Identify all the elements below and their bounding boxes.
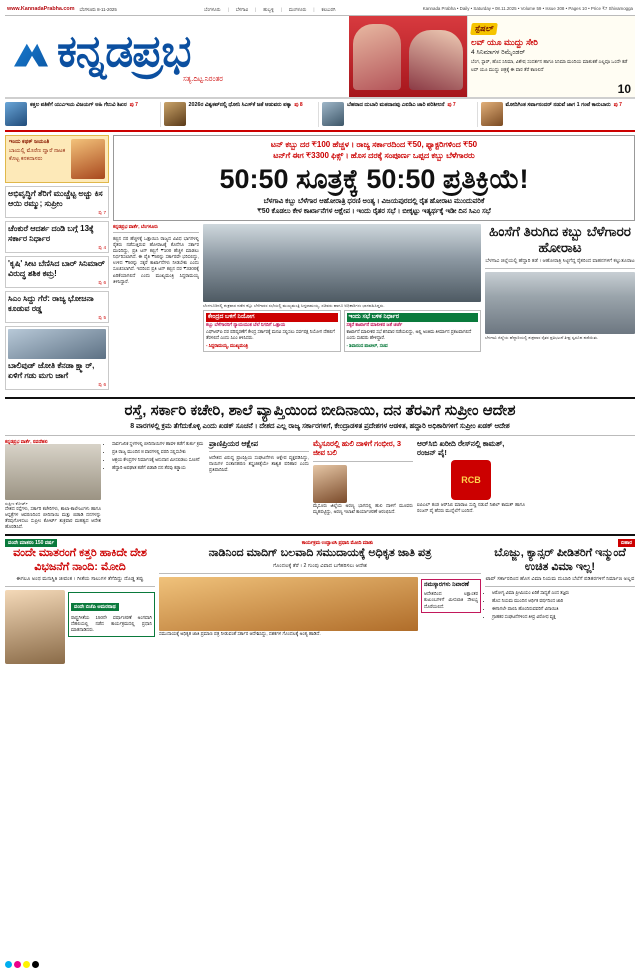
- logo-container: [5, 16, 55, 97]
- teaser-strip: [5, 98, 635, 132]
- bihar-content-row: [159, 577, 481, 637]
- mid-subhead: 8 ವಾರಗಳಲ್ಲಿ ಕ್ರಮ ತೆಗೆದುಕೊಳ್ಳಿ ಎಂದು ಖಡಕ್ ಸೂಚನೆ । ದೇಶದ ಎಲ್ಲ ರಾಜ್ಯ ಸರ್ಕಾರಗಳಿಗೆ, ಕೇಂದ್ರಾಡಳಿತ ಪ್ರದೇಶಗಳ ಆಡಳಿತ, ಹದ್ದಾರಿ ಅಧಿಕಾರಿಗಳಿಗೆ ಸುಪ್ರೀಂ ಖಡಕ್ ಆದೇಶ: [130, 423, 510, 430]
- ad-badge: ಸ್ಪೆಷಲ್: [470, 23, 498, 35]
- left-story-headline: ಸಿಎಂ ಸಿದ್ದು ಗೆರೆ: ರಾಜ್ಯ ಭೋಜನಾ ಕೂಡುವ ರಡ್ಡ: [8, 294, 94, 313]
- mid-col-tiger-attack[interactable]: [313, 439, 413, 531]
- insurance-subhead: ಟಾಪ್ ಸರ್ಕಾರದಿಂದ ಹೊಸ ವಿಮಾ ನಿಯಮ ದುಬಾರಿ ಬೆಲೆಗೆ ಪಡಿತರಗಳಿಗೆ ನಿರ್ಮಾಣ ಅಲ್ಲವ: [485, 576, 635, 583]
- ad-page-number: 10: [617, 82, 631, 96]
- edition-details: Kannada Prabha • Daily • Saturday • 08.11.2025 • Volume 59 • Issue 308 • Pages 10: [422, 6, 587, 11]
- info-box-text: ಕಾರ್ಖಾನೆ ಮಾಲೀಕರ ಸಭೆ ಶನಿವಾರ ನಡೆಯಲಿದ್ದು, ಅಲ್ಲಿ ಅಂತಿಮ ತೀರ್ಮಾನ ಪ್ರಕಟವಾಗಲಿದೆ ಎಂದು ಸಚಿವರು ಹೇಳಿದ್ದಾರೆ.: [346, 329, 472, 341]
- separator-icon: |: [227, 6, 229, 12]
- teaser-thumbnail: [322, 102, 344, 126]
- info-box-subhead: ಸಕ್ಕರೆ ಕಾರ್ಖಾನೆ ಮಾಲೀಕರ ಜತೆ ಚರ್ಚೆ: [346, 322, 403, 328]
- separator-icon: |: [280, 6, 282, 12]
- bihar-tag: ಬಿಹಾರ: [618, 539, 635, 547]
- left-story-headline: ಅಭಿವೃದ್ಧಿಗೆ ತೆರಿಗೆ ಮುಚ್ಚೆಟ್ಟ ಅಚ್ಚು ಕಿಸ ಆಯಿ ರಮ್ಮು; ಸುಪ್ರೀಂ: [8, 189, 103, 208]
- black-dot-icon: [32, 961, 39, 968]
- promo-box[interactable]: [5, 135, 109, 183]
- left-story-4[interactable]: [5, 326, 109, 390]
- lead-sub-line-2: ₹50 ಕೊಡಲು ಕೇಳ ಕಾರ್ಖಾನೆಗಳ ಆಕ್ಷೇಪ । ಇಂದು ರೈತರ ಸಭೆ । ಬೀಕ್ಕಟ್ಟು ಇತ್ಯರ್ಥಕ್ಕೆ ಇಡೀ ದಿನ ಸಿಎಂ ಸಭೆ: [257, 208, 491, 215]
- tiger-attack-text: ಮೈಸೂರು ಜಿಲ್ಲೆಯ ಅರಣ್ಯ ಭಾಗದಲ್ಲಿ ಹುಲಿ ದಾಳಿಗೆ ಮೂವರು ಮೃತಪಟ್ಟಿದ್ದು, ಅರಣ್ಯ ಇಲಾಖೆ ಕಾರ್ಯಾಚರಣೆ ಆರಂಭಿಸಿದೆ.: [313, 502, 413, 514]
- separator-icon: |: [255, 6, 257, 12]
- teaser-text: 2026ರ ವಿಶ್ವಕಪ್‌ನಲ್ಲಿ ಧೋನಿ ಸಿಎಸ್‌ಕೆ ಜತೆ ಆಡುವರು ಪಕ್ಕಾ: [188, 102, 292, 108]
- mid-col-supreme-court: [5, 439, 101, 531]
- mid-col-bullets: [105, 439, 205, 531]
- mid-headline: ರಸ್ತೆ, ಸರ್ಕಾರಿ ಕಚೇರಿ, ಶಾಲೆ ವ್ಯಾಪ್ತಿಯಿಂದ ಬೀದಿನಾಯಿ, ದನ ತೆರವಿಗೆ ಸುಪ್ರೀಂ ಆದೇಶ: [124, 402, 516, 419]
- byline: ಕನ್ನಡಪ್ರಭ ವಾರ್ತೆ, ನವದೆಹಲಿ: [5, 438, 48, 444]
- left-story-0[interactable]: [5, 186, 109, 218]
- masthead-photo-person-1: [353, 24, 401, 90]
- left-story-page: ಪು 6: [98, 280, 106, 285]
- insurance-headline: ಬೊಜ್ಜು, ಕ್ಯಾನ್ಸರ್ ಪೀಡಿತರಿಗೆ ಇನ್ಮುಂದೆ ಉಚಿತ ವಿಮಾ ಇಲ್ಲ!: [494, 547, 626, 573]
- info-box-footer: - ಶಿವಾನಂದ ಪಾಟೀಲ್, ಸಚಿವ: [346, 343, 388, 348]
- masthead-ad: [467, 16, 635, 97]
- lead-headline: 50:50 ಸೂತ್ರಕ್ಕೆ 50:50 ಪ್ರತಿಕ್ರಿಯೆ!: [219, 164, 529, 194]
- left-story-page: ಪು 5: [98, 315, 106, 320]
- cyan-dot-icon: [5, 961, 12, 968]
- modi-box-wrap: [68, 590, 155, 664]
- tiger-attack-headline: ಮೈಸೂರಲ್ಲಿ ಹುಲಿ ದಾಳಿಗೆ ಗಂಭೀರ, 3 ಜೀವ ಬಲಿ: [313, 438, 402, 457]
- supreme-court-photo: [5, 444, 101, 500]
- teaser-page: ಪು 7: [129, 102, 138, 108]
- edition-links: [204, 7, 335, 12]
- right-story-subhead: ಬೆಳಗಾವಿ ಜಿಲ್ಲೆಯಲ್ಲಿ ಹೆದ್ದಾರಿ ತಡೆ । ಆಹೋರಾತ್ರಿ ಸಿಟ್ಟಿಗೆದ್ದ ರೈತರಿಂದ ವಾಹನಗಳಿಗೆ ಕಲ್ಲುತೂರಾಟ: [485, 258, 635, 264]
- lead-kicker-line-1: ಟನ್ ಕಬ್ಬು ದರ ₹100 ಹೆಚ್ಚಳ । ರಾಜ್ಯ ಸರ್ಕಾರದಿಂದ ₹50, ಫ್ಯಾಕ್ಟರಿಗಳಿಂದ ₹50: [270, 140, 478, 149]
- cmyk-registration-marks: [5, 961, 39, 968]
- bihar-photo: [159, 577, 418, 631]
- byline: ಕನ್ನಡಪ್ರಭ ವಾರ್ತೆ, ಬೆಂಗಳೂರು: [113, 224, 159, 229]
- website-url[interactable]: www.KannadaPrabha.com: [7, 6, 75, 12]
- lead-story[interactable]: [113, 135, 635, 221]
- right-story-headline: ಹಿಂಸೆಗೆ ತಿರುಗಿದ ಕಬ್ಬು ಬೆಳೆಗಾರರ ಹೋರಾಟ: [489, 224, 631, 255]
- magenta-dot-icon: [14, 961, 21, 968]
- bottom-col-modi[interactable]: [5, 547, 155, 664]
- court-photo-caption: ಸುಪ್ರೀಂ ಕೋರ್ಟ್: [5, 500, 28, 506]
- rcb-text: ಐಪಿಎಲ್ ತಂಡ ಆರ್‌ಸಿಬಿ ಮಾರಾಟ ಸುದ್ದಿ ನಡುವೆ ನಿಖಿಲ್ ಕಾಮತ್ ಹಾಗೂ ರಂಜನ್ ಪೈ ಹೆಸರು ಮುನ್ನೆಲೆಗೆ ಬಂದಿದೆ.: [417, 501, 525, 513]
- modi-photo: [5, 590, 65, 664]
- bullet-item: • ಗ್ರಾಹಕರ ಸಂಘಟನೆಗಳಿಂದ ತೀವ್ರ ವಿರೋಧ ವ್ಯಕ್ತ: [492, 614, 635, 620]
- modi-info-box: [68, 592, 155, 636]
- ad-body: ಬೆಂಗ, ಸ್ಟಾರ್, ಹೊಸ ಸಿನಿಮಾ, ವಿಶೇಷ ಸಂದರ್ಶನ ಹಾಗೂ ಸಿನಿಮಾ ಮಂದಿಯ ಮಾತುಕತೆ ಎಲ್ಲವೂ ಒಂದೇ ಕಡೆ: [471, 59, 628, 64]
- teaser-text: ಬೆಹರಾದ ದುಬಾರಿ ಮತದಾನವು ಎಐಡಿಎ ಜಾರಿ ಪರಿಶೀಲನೆ: [347, 102, 445, 108]
- left-story-page: ಪು 7: [98, 210, 106, 215]
- lead-photo-column: [203, 224, 481, 352]
- modi-box-tag: ವಂದೇ ಬಿಜೆಪಿ ಅಮರನಾಥ: [71, 603, 119, 611]
- edition-link-0[interactable]: ಬೆಂಗಳೂರು: [204, 6, 221, 12]
- ad-footer: ಲವ್ ಯೂ ಮುದ್ದು ಚಿತ್ರಕ್ಕೆ ಈ ವಾರ ತೆರೆ ಕಾಣಲಿದೆ: [471, 67, 544, 72]
- bullet-item: • ಪ್ರತಿ ರಾಜ್ಯ ಮುಂದಿನ 8 ವಾರಗಳಲ್ಲಿ ವರದಿ ಸಲ್ಲಿಸಬೇಕು: [112, 449, 205, 455]
- masthead-title-block: [55, 16, 349, 97]
- left-story-photo: [8, 329, 106, 359]
- ad-headline: ಲವ್ ಯೂ ಮುದ್ದು ಸೇರಿ: [471, 37, 538, 47]
- bullet-item: • ಹೊಸ ನಿಯಮ ಮುಂದಿನ ಆರ್ಥಿಕ ವರ್ಷದಿಂದ ಜಾರಿ: [492, 598, 635, 604]
- edition-meta: [423, 6, 633, 12]
- vande-mataram-subtag: ಕಾರ್ಯಕ್ರಮ ಉದ್ಘಾಟಿಸಿ ಪ್ರಧಾನಿ ಮೋದಿ ಮಾತು: [301, 541, 374, 547]
- bihar-subhead: ಗೊಂದಲಕ್ಕೆ ತೆರೆ । 2 ಗುಂಪು ವಿವಾದ ಬಗೆಹರಿಸಲು ಆದೇಶ: [272, 562, 367, 569]
- paper-tagline: ಸತ್ಯ.ದಿಟ್ಟ.ನಿರಂತರ: [183, 75, 223, 83]
- teaser-item[interactable]: [164, 102, 320, 127]
- mid-columns: [5, 439, 635, 531]
- bullet-item: • ಈಗಾಗಲೇ ಪಾಲಿಸಿ ಹೊಂದಿರುವವರಿಗೆ ವಿನಾಯಿತಿ: [492, 606, 635, 612]
- bihar-side-box: [421, 579, 481, 613]
- ad-subhead: 4 ಸಿನಿಮಾಗಳ ರಿಮೈಂಡರ್: [471, 49, 526, 56]
- teaser-thumbnail: [5, 102, 27, 126]
- edition-link-3[interactable]: ಮಂಗಳೂರು: [288, 6, 307, 12]
- promo-image: [71, 139, 105, 179]
- right-top-story[interactable]: [485, 224, 635, 352]
- lead-body-row: [113, 224, 635, 352]
- left-story-headline: 'ಕೃಷಿ' ಸೀಟ ಬೆಣಿಸಿದ ಬಾರ್ ಸಿನಿಮಾರ್ ವಿರುದ್ಧ ಶಶಿಕ ಕಮ್ರ!: [8, 259, 105, 278]
- info-box-delegation[interactable]: [203, 310, 341, 351]
- bihar-side-box-wrap: [421, 577, 481, 637]
- bottom-section: [5, 534, 635, 664]
- assembly-meeting-photo: [203, 224, 481, 302]
- insurance-bullet-list: [485, 590, 635, 620]
- teaser-page: ಪು 8: [294, 102, 303, 108]
- masthead-photo: [349, 16, 467, 97]
- kannadaprabha-logo-icon: [10, 37, 50, 77]
- bullet-item: • ಆಶ್ರಯ ಕೇಂದ್ರಗಳ ನಿರ್ಮಾಣಕ್ಕೆ ಅನುದಾನ ಮೀಸಲಿಡಲು ಸೂಚನೆ: [112, 457, 205, 463]
- left-story-1[interactable]: [5, 221, 109, 253]
- info-box-meeting[interactable]: [344, 310, 482, 351]
- info-box-footer: - ಸಿದ್ದರಾಮಯ್ಯ, ಮುಖ್ಯಮಂತ್ರಿ: [206, 343, 249, 348]
- rcb-logo-icon: [451, 460, 491, 500]
- left-story-page: ಪು 6: [98, 382, 106, 387]
- teaser-thumbnail: [164, 102, 186, 126]
- info-box-text: ಎಫ್‌ಆರ್‌ಪಿ ದರ ಪರಿಷ್ಕರಣೆಗೆ ಕೇಂದ್ರ ಸರ್ಕಾರಕ್ಕೆ ಮನವಿ ಸಲ್ಲಿಸಲು ಸರ್ವಪಕ್ಷ ನಿಯೋಗ ದೆಹಲಿಗೆ ತೆರಳಲಿದೆ ಎಂದು ಸಿಎಂ ತಿಳಿಸಿದರು.: [206, 329, 335, 341]
- left-story-headline: ಚೆಂಕುರೆ ಆದರ್ಶ ದಂಡಿ ಬಗ್ಗೆ 13ಕ್ಕೆ ಸರ್ಕಾರ ನಿರ್ಧಾರ: [8, 224, 94, 243]
- mid-col-animal-lovers[interactable]: [209, 439, 309, 531]
- modi-headline: ವಂದೇ ಮಾತರಂಗೆ ಕತ್ತರಿ ಹಾಕಿದೇ ದೇಶ ವಿಭಜನೆಗೆ ನಾಂದಿ: ಮೋದಿ: [13, 547, 147, 573]
- edition-link-1[interactable]: ಬೆಳಗಾವಿ: [235, 6, 249, 12]
- tiger-story-photo: [313, 465, 347, 503]
- bihar-headline: ನಾಡಿನಿಂದ ಮಾದಿಗ್ ಬಲವಾದಿ ಸಮುದಾಯಕ್ಕೆ ಅಧಿಕೃತ ಜಾತಿ ಪತ್ರ: [208, 547, 432, 560]
- animal-lovers-text: ಆದೇಶದ ವಿರುದ್ಧ ಪ್ರಾಣಿಪ್ರಿಯ ಸಂಘಟನೆಗಳು ಆಕ್ಷೇಪ ವ್ಯಕ್ತಪಡಿಸಿದ್ದು, ನಾಯಿಗಳ ಸಂತಾನಹರಣ ಶಸ್ತ್ರಚಿಕಿತ್ಸೆಯೇ ಶಾಶ್ವತ ಪರಿಹಾರ ಎಂದು ಪ್ರತಿಪಾದಿಸಿವೆ.: [209, 455, 309, 473]
- left-story-headline: ಬಾಲಿವುಡ್ ಜೋತಿ ಕೆನಡಾ ಕ್ಷ್ಮಾರ್, ಏಳಿಗೆ ಗಡು ಮಗು ಜಾಗೆ: [8, 361, 95, 380]
- info-box-row: [203, 308, 481, 351]
- teaser-thumbnail: [481, 102, 503, 126]
- left-story-2[interactable]: [5, 256, 109, 288]
- mid-section: [5, 397, 635, 530]
- bullet-item: • ಹೆದ್ದಾರಿ ಅಪಘಾತ ತಡೆಗೆ ಬಿಡಾಡಿ ದನ ತೆರವು ಕಡ್ಡಾಯ: [112, 465, 205, 471]
- left-story-page: ಪು 4: [98, 245, 106, 250]
- price-label: • Price ₹7: [588, 6, 608, 11]
- vande-mataram-tag: ವಂದೇ ಮಾತರಂ 150 ವರ್ಷ: [5, 539, 57, 547]
- lead-sub-line-1: ಬೆಳಗಾವಿ ಕಬ್ಬು ಬೆಳೆಗಾರ ಆಹೋರಾತ್ರಿ ಧರಣಿ ಅಂತ್ಯ । ವಿಜಯಪುರದಲ್ಲಿ ರೈತ ಹೋರಾಟ ಮುಂದುವರಿಕೆ: [263, 198, 485, 205]
- city-label: Shivamogga: [608, 6, 633, 11]
- bihar-text: ಸಮುದಾಯಕ್ಕೆ ಅಧಿಕೃತ ಜಾತಿ ಪ್ರಮಾಣ ಪತ್ರ ನೀಡುವಂತೆ ಸರ್ಕಾರ ಆದೇಶಿಸಿದ್ದು, ದಶಕಗಳ ಗೊಂದಲಕ್ಕೆ ಅಂತ್ಯ ಹಾಡಿದೆ.: [159, 630, 321, 636]
- promo-text: ಬಾಯಲ್ಲಿ ಮೊರೆಣ ದ್ವಾರೆ ನಾಟಕ ಕೊಟ್ಟ ಕನಕದಾಸರು: [9, 148, 66, 162]
- mid-col1-text: ದೇಶದ ರಸ್ತೆಗಳು, ಸರ್ಕಾರಿ ಕಚೇರಿಗಳು, ಶಾಲಾ-ಕಾಲೇಜುಗಳು ಹಾಗೂ ಆಸ್ಪತ್ರೆಗಳ ಆವರಣದಿಂದ ಬೀದಿನಾಯಿ ಮತ್ತು ಬಿಡಾಡಿ ದನಗಳನ್ನು ತೆರವುಗೊಳಿಸಲು ಸುಪ್ರೀಂ ಕೋರ್ಟ್ ಶುಕ್ರವಾರ ಮಹತ್ವದ ಆದೇಶ ಹೊರಡಿಸಿದೆ.: [5, 505, 101, 530]
- teaser-item[interactable]: [481, 102, 636, 127]
- center-right-wrap: [113, 135, 635, 393]
- bottom-tag-row: [5, 539, 635, 547]
- bullet-item: • ಆರೋಗ್ಯ ವಿಮಾ ಪ್ರೀಮಿಯಂ ಏರಿಕೆ ಸಾಧ್ಯತೆ ಎಂದ ತಜ್ಞರು: [492, 590, 635, 596]
- modi-photo-wrap: [5, 590, 65, 664]
- teaser-page: ಪು 7: [613, 102, 622, 108]
- masthead-photo-person-2: [409, 30, 463, 90]
- left-story-3[interactable]: [5, 291, 109, 323]
- bottom-columns: [5, 547, 635, 664]
- bottom-col-bihar[interactable]: [159, 547, 481, 664]
- teaser-page: ಪು 7: [447, 102, 456, 108]
- bihar-side-box-text: ಆದೇಶದಿಂದ ಲಕ್ಷಾಂತರ ಕುಟುಂಬಗಳಿಗೆ ಮೀಸಲಾತಿ ಸೌಲಭ್ಯ ದೊರೆಯಲಿದೆ.: [424, 591, 478, 609]
- promo-title: ಇಂದು ಕಥಕ್ ಜಯಂತಿ: [9, 139, 50, 145]
- right-story-caption: ಬೆಳಗಾವಿ ಜಿಲ್ಲೆಯ ಹೆದ್ದಾರಿಯಲ್ಲಿ ಶುಕ್ರವಾರ ರೈತರ ಪ್ರತಿಭಟನೆ ತೀವ್ರ ಸ್ವರೂಪ ಪಡೆಯಿತು.: [485, 334, 599, 340]
- lead-body-column: [113, 224, 199, 352]
- teaser-item[interactable]: [5, 102, 161, 127]
- teaser-text: ಮೋದಿಗಿಂತ ಸರ್ವಾನಂದರ್ ನಡುವೆ ಜಾಗ 1 ಗಂಟೆ ಕಾರುಬಾರು: [505, 102, 611, 108]
- bihar-text-wrap: [159, 577, 418, 637]
- bihar-side-box-head: ನಮಸ್ಕಾರಗಳು ನಿವಾರಣೆ: [424, 581, 470, 588]
- paper-title: ಕನ್ನಡಪ್ರಭ: [57, 26, 191, 76]
- info-box-title: ಕೇಂದ್ರದ ಬಳಿಗೆ ನಿಯೋಗ: [206, 313, 338, 322]
- lead-body-text: ಕಬ್ಬಿನ ದರ ಹೆಚ್ಚಳಕ್ಕೆ ಒತ್ತಾಯಿಸಿ ರಾಜ್ಯದ ವಿವಿಧ ಭಾಗಗಳಲ್ಲಿ ರೈತರು ನಡೆಸುತ್ತಿರುವ ಹೋರಾಟಕ್ಕೆ ಕೊನೆಗೂ ಸರ್ಕಾರ ಮಣಿದಿದ್ದು, ಪ್ರತಿ ಟನ್ ಕಬ್ಬಿಗೆ ₹100 ಹೆಚ್ಚಳ ಮಾಡಲು ನಿರ್ಧರಿಸಲಾಗಿದೆ. ಈ ಪೈಕಿ ₹50ನ್ನು ಸರ್ಕಾರವೇ ಭರಿಸಲಿದ್ದು, ಉಳಿದ ₹50ನ್ನು ಸಕ್ಕರೆ ಕಾರ್ಖಾನೆಗಳು ನೀಡಬೇಕು ಎಂದು ಸೂಚಿಸಲಾಗಿದೆ. ಇದರಿಂದ ಪ್ರತಿ ಟನ್ ಕಬ್ಬಿನ ದರ ₹3300ಕ್ಕೆ ಏರಿಕೆಯಾಗಲಿದೆ ಎಂದು ಮುಖ್ಯಮಂತ್ರಿ ಸಿದ್ದರಾಮಯ್ಯ ತಿಳಿಸಿದ್ದಾರೆ.: [113, 236, 199, 284]
- masthead: [5, 16, 635, 98]
- separator-icon: |: [313, 6, 315, 12]
- animal-lovers-headline: ಪ್ರಾಣಿಪ್ರಿಯರ ಆಕ್ಷೇಪ: [209, 438, 259, 448]
- top-info-bar: [5, 4, 635, 16]
- info-box-subhead: ಕಬ್ಬು ಬೆಳೆಗಾರರಿಗೆ ನ್ಯಾಯಯುತ ಬೆಲೆ ನಿಗದಿಗೆ ಒತ್ತಾಯ: [206, 322, 286, 328]
- bottom-col-insurance[interactable]: [485, 547, 635, 664]
- modi-subhead: ಈಗಲೂ ಅಂಥ ಮನಃಸ್ಥಿತಿ ಜೀವಂತ । ಗೀತೆಯ ಸಾಲುಗಳ ತೆಗೆದಿದ್ದು ದೊಡ್ಡ ತಪ್ಪು: [16, 576, 144, 583]
- rcb-headline: ಆರ್‌ಸಿಬಿ ಖರೀದಿ ರೇಸ್‌ನಲ್ಲಿ ಕಾಮತ್, ರಂಜನ್ ಪೈ!: [417, 438, 505, 457]
- mid-bullet-list: [105, 441, 205, 471]
- main-grid: [5, 135, 635, 393]
- info-box-title: ಇಂದು ಸಭೆ ಬಳಿಕ ನಿರ್ಧಾರ: [347, 313, 479, 322]
- modi-content-row: [5, 590, 155, 664]
- left-column: [5, 135, 109, 393]
- edition-link-4[interactable]: ಕಲಬುರಗಿ: [321, 6, 336, 12]
- mid-col-rcb[interactable]: [417, 439, 525, 531]
- bullet-item: • ಸಾರ್ವಜನಿಕ ಸ್ಥಳಗಳಲ್ಲಿ ಬೀದಿನಾಯಿಗಳ ಹಾವಳಿ ತಡೆಗೆ ತುರ್ತು ಕ್ರಮ: [112, 441, 205, 447]
- teaser-text: ಕತ್ತಲ ಪತಿಕೆಗೆ ಯುಎಇಯ ವಿಜಯಗ್ ಅಹಿ ಗೆಲುವಿ ಶಿಖರ: [30, 102, 127, 108]
- protest-crowd-photo: [485, 272, 635, 334]
- photo-caption: ಬೆಂಗಳೂರಿನಲ್ಲಿ ಶುಕ್ರವಾರ ನಡೆದ ಕಬ್ಬು ಬೆಳೆಗಾರರ ಸಭೆಯಲ್ಲಿ ಮುಖ್ಯಮಂತ್ರಿ ಸಿದ್ದರಾಮಯ್ಯ, ಸಚಿವರು ಹಾಗೂ ಅಧಿಕಾರಿಗಳು ಭಾಗವಹಿಸಿದ್ದರು.: [203, 303, 385, 308]
- edition-link-2[interactable]: ಹುಬ್ಬಳ್ಳಿ: [263, 6, 274, 12]
- yellow-dot-icon: [23, 961, 30, 968]
- teaser-item[interactable]: [322, 102, 478, 127]
- lead-kicker-line-2: ಟನ್‌ಗೆ ಈಗ ₹3300 ಫಿಕ್ಸ್ । ಹೊಸ ದರಕ್ಕೆ ಸಂಪೂರ್ಣ ಒಪ್ಪದ ಕಬ್ಬು ಬೆಳೆಗಾರರು: [273, 151, 475, 160]
- modi-box-text: ರಾಷ್ಟ್ರಗೀತೆಯ 150ನೇ ವರ್ಷಾಚರಣೆ ಅಂಗವಾಗಿ ದೆಹಲಿಯಲ್ಲಿ ನಡೆದ ಕಾರ್ಯಕ್ರಮದಲ್ಲಿ ಪ್ರಧಾನಿ ಮಾತನಾಡಿದರು.: [71, 615, 152, 633]
- edition-date: ಬೆಂಗಳೂರು 8-11-2025: [79, 6, 117, 12]
